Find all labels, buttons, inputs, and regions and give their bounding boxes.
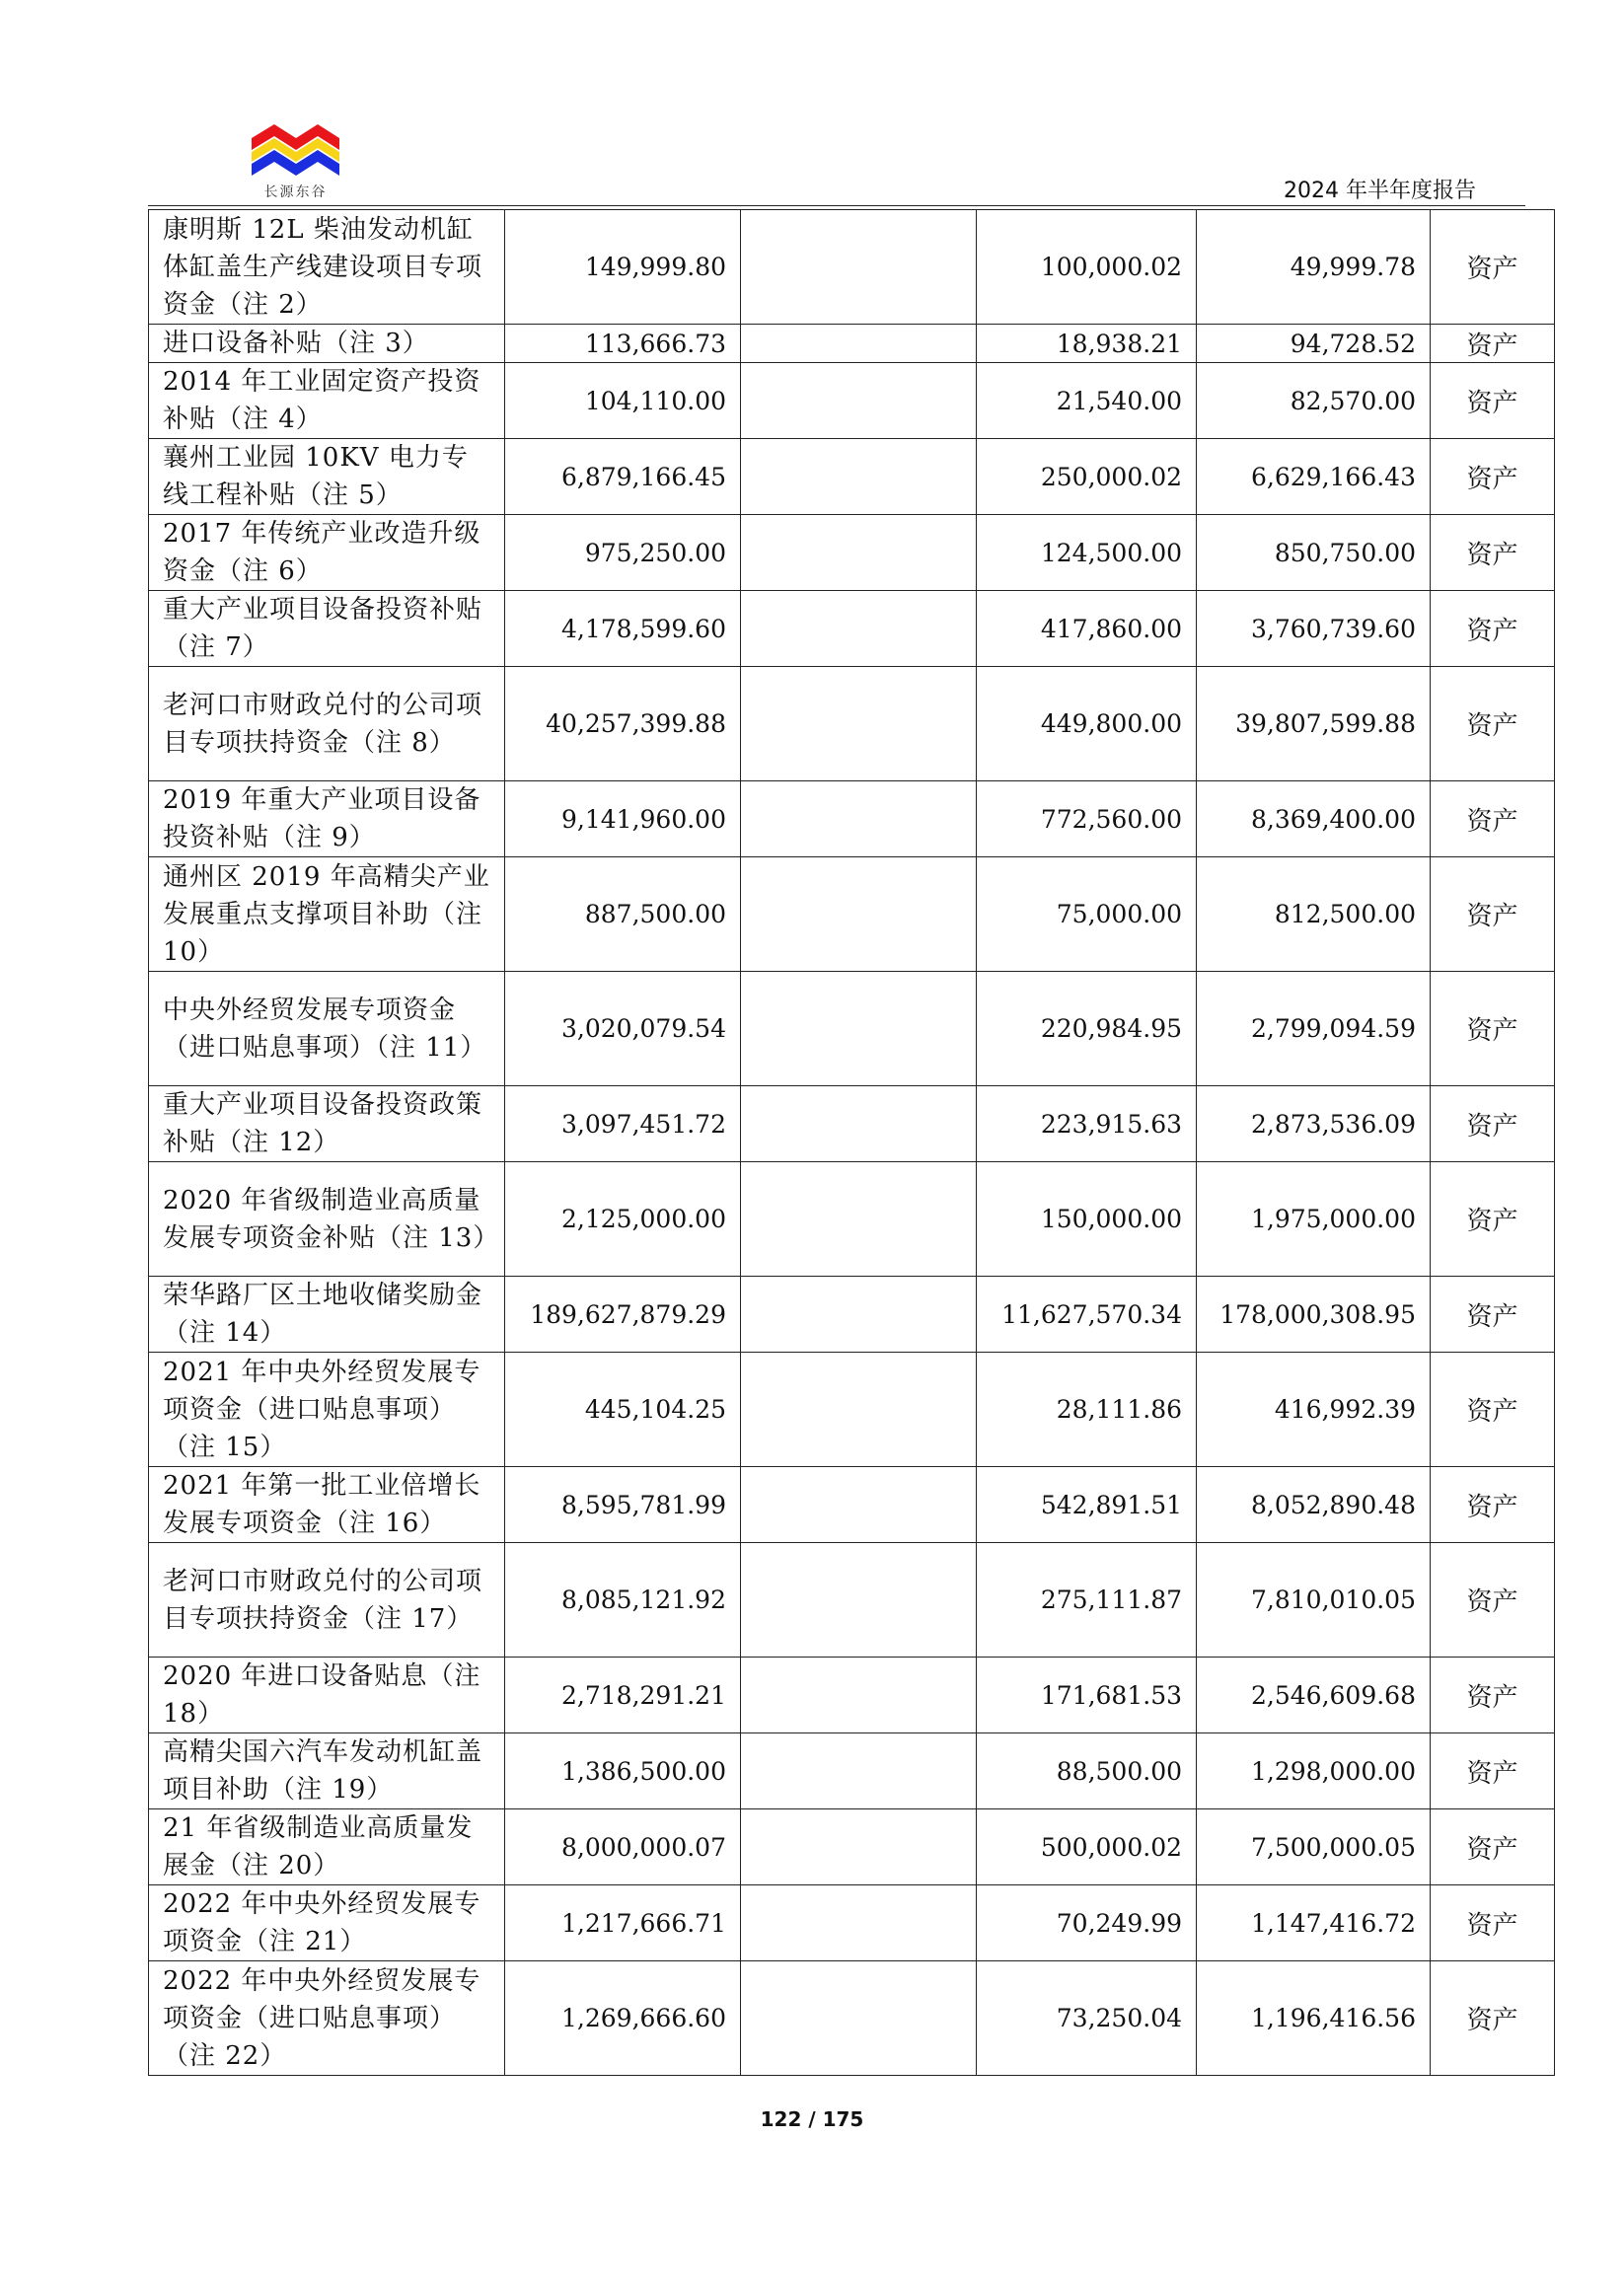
opening-balance-cell: 1,269,666.60	[505, 1961, 741, 2076]
grant-name-cell: 2014 年工业固定资产投资补贴（注 4）	[149, 363, 505, 439]
closing-balance-cell: 7,500,000.05	[1197, 1809, 1431, 1885]
opening-balance-cell: 1,386,500.00	[505, 1733, 741, 1809]
grant-name-cell: 襄州工业园 10KV 电力专线工程补贴（注 5）	[149, 439, 505, 515]
addition-cell	[741, 515, 977, 591]
amortized-amount-cell: 11,627,570.34	[977, 1277, 1197, 1353]
addition-cell	[741, 972, 977, 1086]
opening-balance-cell: 975,250.00	[505, 515, 741, 591]
addition-cell	[741, 1658, 977, 1733]
table-row	[149, 1809, 1555, 1885]
asset-type-cell: 资产	[1431, 1162, 1555, 1277]
addition-cell	[741, 1543, 977, 1658]
asset-type-cell: 资产	[1431, 1353, 1555, 1467]
table-row	[149, 1658, 1555, 1733]
asset-type-cell: 资产	[1431, 1961, 1555, 2076]
opening-balance-cell: 9,141,960.00	[505, 781, 741, 857]
grant-name-cell: 重大产业项目设备投资政策补贴（注 12）	[149, 1086, 505, 1162]
closing-balance-cell: 39,807,599.88	[1197, 667, 1431, 781]
table-row	[149, 1277, 1555, 1353]
asset-type-cell: 资产	[1431, 1467, 1555, 1543]
closing-balance-cell: 8,369,400.00	[1197, 781, 1431, 857]
closing-balance-cell: 1,196,416.56	[1197, 1961, 1431, 2076]
asset-type-cell: 资产	[1431, 1658, 1555, 1733]
report-title: 2024 年半年度报告	[1284, 179, 1476, 203]
amortized-amount-cell: 88,500.00	[977, 1733, 1197, 1809]
table-row	[149, 515, 1555, 591]
amortized-amount-cell: 542,891.51	[977, 1467, 1197, 1543]
asset-type-cell: 资产	[1431, 781, 1555, 857]
asset-type-cell: 资产	[1431, 210, 1555, 325]
asset-type-cell: 资产	[1431, 1809, 1555, 1885]
amortized-amount-cell: 124,500.00	[977, 515, 1197, 591]
table-row	[149, 1733, 1555, 1809]
closing-balance-cell: 850,750.00	[1197, 515, 1431, 591]
amortized-amount-cell: 275,111.87	[977, 1543, 1197, 1658]
table-row	[149, 1961, 1555, 2076]
asset-type-cell: 资产	[1431, 1885, 1555, 1961]
asset-type-cell: 资产	[1431, 1733, 1555, 1809]
table-row	[149, 1885, 1555, 1961]
amortized-amount-cell: 500,000.02	[977, 1809, 1197, 1885]
addition-cell	[741, 439, 977, 515]
opening-balance-cell: 104,110.00	[505, 363, 741, 439]
addition-cell	[741, 210, 977, 325]
amortized-amount-cell: 772,560.00	[977, 781, 1197, 857]
opening-balance-cell: 3,097,451.72	[505, 1086, 741, 1162]
addition-cell	[741, 325, 977, 363]
amortized-amount-cell: 21,540.00	[977, 363, 1197, 439]
opening-balance-cell: 113,666.73	[505, 325, 741, 363]
asset-type-cell: 资产	[1431, 857, 1555, 972]
closing-balance-cell: 1,147,416.72	[1197, 1885, 1431, 1961]
opening-balance-cell: 887,500.00	[505, 857, 741, 972]
opening-balance-cell: 2,125,000.00	[505, 1162, 741, 1277]
asset-type-cell: 资产	[1431, 1086, 1555, 1162]
amortized-amount-cell: 73,250.04	[977, 1961, 1197, 2076]
closing-balance-cell: 3,760,739.60	[1197, 591, 1431, 667]
amortized-amount-cell: 75,000.00	[977, 857, 1197, 972]
amortized-amount-cell: 18,938.21	[977, 325, 1197, 363]
table-row	[149, 1543, 1555, 1658]
addition-cell	[741, 857, 977, 972]
closing-balance-cell: 1,298,000.00	[1197, 1733, 1431, 1809]
grant-name-cell: 重大产业项目设备投资补贴（注 7）	[149, 591, 505, 667]
asset-type-cell: 资产	[1431, 515, 1555, 591]
closing-balance-cell: 8,052,890.48	[1197, 1467, 1431, 1543]
grant-name-cell: 21 年省级制造业高质量发展金（注 20）	[149, 1809, 505, 1885]
logo-stripes-icon	[249, 116, 342, 180]
asset-type-cell: 资产	[1431, 972, 1555, 1086]
opening-balance-cell: 6,879,166.45	[505, 439, 741, 515]
table-row	[149, 781, 1555, 857]
logo-text: 长源东谷	[263, 184, 328, 200]
closing-balance-cell: 49,999.78	[1197, 210, 1431, 325]
closing-balance-cell: 6,629,166.43	[1197, 439, 1431, 515]
asset-type-cell: 资产	[1431, 1543, 1555, 1658]
grant-name-cell: 老河口市财政兑付的公司项目专项扶持资金（注 8）	[149, 667, 505, 781]
amortized-amount-cell: 100,000.02	[977, 210, 1197, 325]
grant-name-cell: 2021 年中央外经贸发展专项资金（进口贴息事项）（注 15）	[149, 1353, 505, 1467]
asset-type-cell: 资产	[1431, 667, 1555, 781]
amortized-amount-cell: 220,984.95	[977, 972, 1197, 1086]
deferred-income-table	[148, 209, 1555, 2076]
asset-type-cell: 资产	[1431, 363, 1555, 439]
asset-type-cell: 资产	[1431, 591, 1555, 667]
addition-cell	[741, 667, 977, 781]
addition-cell	[741, 1467, 977, 1543]
addition-cell	[741, 1961, 977, 2076]
closing-balance-cell: 2,546,609.68	[1197, 1658, 1431, 1733]
closing-balance-cell: 812,500.00	[1197, 857, 1431, 972]
amortized-amount-cell: 70,249.99	[977, 1885, 1197, 1961]
addition-cell	[741, 781, 977, 857]
closing-balance-cell: 178,000,308.95	[1197, 1277, 1431, 1353]
table-row	[149, 857, 1555, 972]
table-row	[149, 1353, 1555, 1467]
opening-balance-cell: 4,178,599.60	[505, 591, 741, 667]
amortized-amount-cell: 223,915.63	[977, 1086, 1197, 1162]
opening-balance-cell: 8,000,000.07	[505, 1809, 741, 1885]
table-row	[149, 439, 1555, 515]
asset-type-cell: 资产	[1431, 439, 1555, 515]
page-number: 122 / 175	[760, 2107, 864, 2131]
addition-cell	[741, 1277, 977, 1353]
opening-balance-cell: 2,718,291.21	[505, 1658, 741, 1733]
grant-name-cell: 2017 年传统产业改造升级资金（注 6）	[149, 515, 505, 591]
grant-name-cell: 2020 年省级制造业高质量发展专项资金补贴（注 13）	[149, 1162, 505, 1277]
opening-balance-cell: 8,085,121.92	[505, 1543, 741, 1658]
grant-name-cell: 荣华路厂区土地收储奖励金（注 14）	[149, 1277, 505, 1353]
table-row	[149, 972, 1555, 1086]
opening-balance-cell: 445,104.25	[505, 1353, 741, 1467]
closing-balance-cell: 94,728.52	[1197, 325, 1431, 363]
table-row	[149, 1162, 1555, 1277]
addition-cell	[741, 1885, 977, 1961]
addition-cell	[741, 1809, 977, 1885]
grant-name-cell: 通州区 2019 年高精尖产业发展重点支撑项目补助（注 10）	[149, 857, 505, 972]
grant-name-cell: 2022 年中央外经贸发展专项资金（进口贴息事项）（注 22）	[149, 1961, 505, 2076]
opening-balance-cell: 149,999.80	[505, 210, 741, 325]
grant-name-cell: 2019 年重大产业项目设备投资补贴（注 9）	[149, 781, 505, 857]
table-row	[149, 1086, 1555, 1162]
addition-cell	[741, 1733, 977, 1809]
table-row	[149, 591, 1555, 667]
closing-balance-cell: 1,975,000.00	[1197, 1162, 1431, 1277]
asset-type-cell: 资产	[1431, 1277, 1555, 1353]
opening-balance-cell: 40,257,399.88	[505, 667, 741, 781]
amortized-amount-cell: 28,111.86	[977, 1353, 1197, 1467]
grant-name-cell: 中央外经贸发展专项资金（进口贴息事项）（注 11）	[149, 972, 505, 1086]
grant-name-cell: 2022 年中央外经贸发展专项资金（注 21）	[149, 1885, 505, 1961]
addition-cell	[741, 363, 977, 439]
opening-balance-cell: 189,627,879.29	[505, 1277, 741, 1353]
addition-cell	[741, 1162, 977, 1277]
closing-balance-cell: 82,570.00	[1197, 363, 1431, 439]
grant-name-cell: 康明斯 12L 柴油发动机缸体缸盖生产线建设项目专项资金（注 2）	[149, 210, 505, 325]
closing-balance-cell: 7,810,010.05	[1197, 1543, 1431, 1658]
addition-cell	[741, 1086, 977, 1162]
grant-name-cell: 进口设备补贴（注 3）	[149, 325, 505, 363]
grant-name-cell: 2020 年进口设备贴息（注 18）	[149, 1658, 505, 1733]
closing-balance-cell: 2,873,536.09	[1197, 1086, 1431, 1162]
company-logo	[249, 116, 342, 205]
opening-balance-cell: 8,595,781.99	[505, 1467, 741, 1543]
amortized-amount-cell: 150,000.00	[977, 1162, 1197, 1277]
addition-cell	[741, 591, 977, 667]
header-divider	[148, 205, 1525, 206]
grant-name-cell: 老河口市财政兑付的公司项目专项扶持资金（注 17）	[149, 1543, 505, 1658]
amortized-amount-cell: 171,681.53	[977, 1658, 1197, 1733]
amortized-amount-cell: 250,000.02	[977, 439, 1197, 515]
addition-cell	[741, 1353, 977, 1467]
grant-name-cell: 高精尖国六汽车发动机缸盖项目补助（注 19）	[149, 1733, 505, 1809]
table-row	[149, 1467, 1555, 1543]
amortized-amount-cell: 417,860.00	[977, 591, 1197, 667]
closing-balance-cell: 416,992.39	[1197, 1353, 1431, 1467]
opening-balance-cell: 3,020,079.54	[505, 972, 741, 1086]
asset-type-cell: 资产	[1431, 325, 1555, 363]
table-row	[149, 210, 1555, 325]
table-row	[149, 363, 1555, 439]
opening-balance-cell: 1,217,666.71	[505, 1885, 741, 1961]
amortized-amount-cell: 449,800.00	[977, 667, 1197, 781]
table-row	[149, 667, 1555, 781]
closing-balance-cell: 2,799,094.59	[1197, 972, 1431, 1086]
grant-name-cell: 2021 年第一批工业倍增长发展专项资金（注 16）	[149, 1467, 505, 1543]
table-row	[149, 325, 1555, 363]
